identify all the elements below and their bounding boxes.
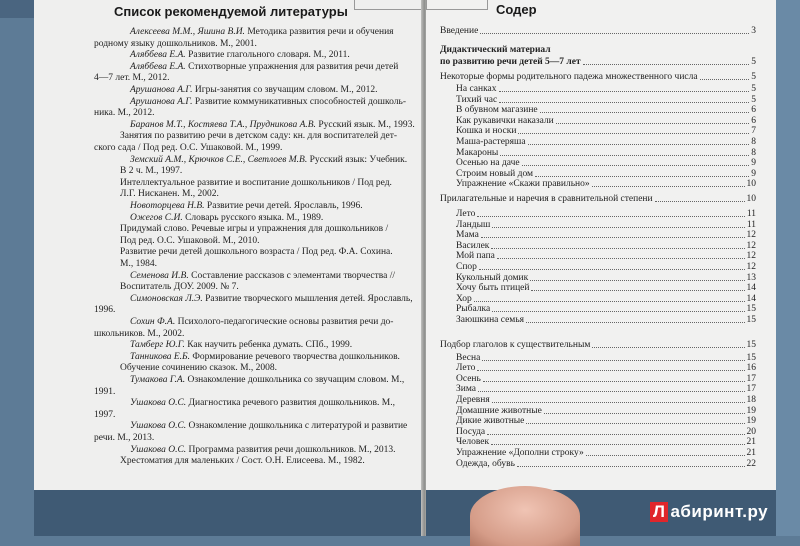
toc-leader: [540, 105, 750, 113]
reference-line: [94, 73, 414, 84]
reference-text: Интеллектуальное развитие и воспитание дошкольников / Под ред.: [120, 177, 392, 188]
reference-line: [94, 410, 414, 421]
toc-leader: [491, 437, 744, 445]
toc-leader: [700, 72, 750, 80]
toc-leader: [526, 416, 744, 424]
reference-author: Семенова И.В.: [130, 270, 189, 281]
reference-line: [130, 62, 424, 73]
toc-page-number: 7: [751, 126, 756, 137]
reference-text: Под ред. О.С. Ушаковой. М., 2010.: [120, 235, 260, 246]
reference-line: [130, 50, 424, 61]
thumb: [470, 486, 580, 546]
left-page: [34, 0, 424, 536]
toc-entry-title: Кукольный домик: [456, 272, 529, 283]
toc-entry: [456, 169, 756, 180]
reference-line: [120, 189, 424, 200]
toc-entry: [456, 179, 756, 190]
reference-line: [130, 375, 424, 386]
toc-entry-title: Хочу быть птицей: [456, 283, 530, 294]
reference-line: [120, 178, 424, 189]
toc-entry-title: Мой папа: [456, 251, 495, 262]
toc-page-number: 8: [751, 137, 756, 147]
reference-text: Игры-занятия со звучащим словом. М., 2012.: [192, 85, 378, 95]
reference-text: родному языку дошкольников. М., 2001.: [94, 38, 257, 49]
toc-entry: [440, 26, 756, 37]
reference-text: 1991.: [94, 386, 116, 397]
reference-line: [120, 247, 424, 258]
toc-page-number: 19: [746, 405, 756, 416]
toc-leader: [492, 395, 745, 403]
toc-entry: [456, 84, 756, 95]
reference-text: Русский язык: Учебник.: [307, 154, 408, 165]
toc-leader: [477, 209, 744, 217]
toc-entry: [456, 105, 756, 116]
toc-leader: [499, 84, 750, 92]
toc-leader: [487, 427, 744, 435]
reference-line: [120, 236, 424, 247]
toc-entry: [456, 230, 756, 241]
toc-page-number: 15: [746, 339, 756, 350]
toc-page-number: 8: [751, 147, 756, 158]
toc-entry: [456, 251, 756, 262]
reference-text: 1996.: [94, 305, 116, 316]
watermark: [650, 502, 768, 522]
toc-page-number: 5: [751, 94, 756, 105]
toc-page-number: 6: [751, 115, 756, 126]
toc-entry-title: Деревня: [456, 395, 490, 405]
toc-leader: [518, 126, 749, 134]
reference-author: Ушакова О.С.: [130, 421, 187, 432]
toc-leader: [535, 169, 749, 177]
reference-line: [130, 201, 424, 212]
toc-page-number: 12: [746, 240, 756, 251]
page-title: Содер: [496, 2, 537, 17]
toc-entry-title: Мама: [456, 230, 479, 241]
toc-page-number: 5: [751, 57, 756, 67]
toc-leader: [500, 148, 749, 156]
reference-line: [94, 39, 414, 50]
toc-leader: [499, 95, 749, 103]
reference-text: Как научить ребенка думать. СПб., 1999.: [184, 340, 353, 351]
toc-leader: [592, 179, 745, 187]
toc-leader: [531, 283, 744, 291]
toc-entry-title: Тихий час: [456, 94, 498, 105]
toc-entry-title: Дикие животные: [456, 416, 525, 427]
reference-author: Ожегов С.И.: [130, 212, 183, 223]
toc-page-number: 14: [746, 283, 756, 294]
reference-line: [94, 305, 414, 316]
toc-leader: [477, 363, 744, 371]
reference-text: речи. М., 2013.: [94, 433, 155, 443]
reference-line: [130, 317, 424, 328]
toc-entry: [456, 209, 756, 220]
toc-entry-title: Строим новый дом: [456, 168, 534, 179]
toc-leader: [478, 384, 744, 392]
toc-entry: [456, 384, 756, 395]
toc-entry: [456, 395, 756, 406]
page-tab: [354, 0, 424, 10]
toc-entry: [456, 437, 756, 448]
reference-text: Стихотворные упражнения для развития речи детей: [185, 61, 399, 72]
toc-page-number: 19: [746, 416, 756, 427]
toc-entry: [456, 95, 756, 106]
toc-leader: [522, 158, 750, 166]
toc-page-number: 10: [746, 179, 756, 190]
reference-text: Составление рассказов с элементами творчества //: [188, 270, 395, 281]
toc-page-number: 6: [751, 105, 756, 116]
toc-leader: [491, 241, 744, 249]
reference-text: Л.Г. Нисканен. М., 2002.: [120, 189, 219, 200]
reference-line: [130, 421, 424, 432]
reference-text: ника. М., 2012.: [94, 108, 155, 119]
toc-page-number: 10: [746, 194, 756, 204]
toc-entry-title: В обувном магазине: [456, 105, 538, 116]
toc-entry-title: Подбор глаголов к существительным: [440, 339, 591, 350]
toc-entry: [456, 353, 756, 364]
right-page: [426, 0, 776, 536]
toc-page-number: 13: [746, 272, 756, 283]
toc-page-number: 12: [746, 251, 756, 262]
reference-line: [94, 387, 414, 398]
reference-author: Арушанова А.Г.: [130, 96, 193, 107]
toc-page-number: 22: [746, 458, 756, 469]
reference-line: [130, 85, 424, 96]
reference-text: М., 1984.: [120, 259, 157, 269]
reference-text: Ознакомление дошкольника с литературой и развитие: [186, 421, 408, 432]
toc-leader: [517, 459, 745, 467]
reference-text: ского сада / Под ред. О.С. Ушаковой. М., 1999.: [94, 143, 283, 153]
watermark-text: абиринт.ру: [670, 502, 769, 521]
toc-entry: [456, 283, 756, 294]
toc-entry: [456, 116, 756, 127]
toc-entry-title: Человек: [456, 437, 490, 448]
reference-line: [130, 271, 424, 282]
reference-text: Ознакомление дошкольника со звучащим словом. М.,: [185, 375, 405, 385]
reference-line: [120, 224, 424, 235]
reference-line: [120, 363, 424, 374]
toc-page-number: 14: [746, 293, 756, 304]
toc-page-number: 15: [746, 315, 756, 325]
reference-line: [130, 155, 424, 166]
toc-leader: [655, 194, 745, 202]
toc-entry-title: Кошка и носки: [456, 126, 517, 137]
toc-leader: [528, 137, 750, 145]
reference-line: [130, 120, 424, 131]
toc-entry: [456, 158, 756, 169]
toc-leader: [526, 315, 744, 323]
toc-page-number: 11: [746, 219, 756, 230]
toc-leader: [474, 294, 745, 302]
shadow: [34, 490, 424, 536]
reference-author: Арушанова А.Г.: [130, 85, 193, 95]
toc-entry: [456, 315, 756, 326]
toc-entry-title: Как рукавички наказали: [456, 115, 554, 126]
toc-entry: [456, 416, 756, 427]
reference-text: Психолого-педагогические основы развития речи до-: [175, 317, 394, 327]
toc-entry: [456, 406, 756, 417]
toc-entry: [440, 72, 756, 83]
toc-entry: [456, 304, 756, 315]
reference-text: Воспитатель ДОУ. 2009. № 7.: [120, 282, 239, 293]
toc-entry: [456, 448, 756, 459]
reference-text: 1997.: [94, 409, 116, 420]
toc-page-number: 5: [751, 72, 756, 82]
toc-entry-title: Упражнение «Скажи правильно»: [456, 179, 590, 190]
toc-entry: [456, 137, 756, 148]
toc-entry-title: Лето: [456, 363, 476, 374]
reference-author: Аляббева Е.А.: [130, 61, 186, 72]
toc-page-number: 15: [746, 352, 756, 363]
reference-author: Земский А.М., Крючков С.Е., Светлоев М.В.: [130, 154, 308, 165]
toc-entry-title: Хор: [456, 293, 472, 304]
toc-entry-title: Одежда, обувь: [456, 458, 515, 469]
toc-leader: [481, 230, 745, 238]
toc-entry-title: Рыбалка: [456, 304, 491, 315]
toc-leader: [483, 374, 745, 382]
toc-entry: [440, 340, 756, 351]
toc-entry-title: Заюшкина семья: [456, 315, 525, 325]
reference-text: школьников. М., 2002.: [94, 328, 185, 339]
toc-leader: [586, 448, 745, 456]
reference-author: Симоновская Л.Э.: [130, 293, 203, 304]
reference-author: Тамберг Ю.Г.: [130, 340, 185, 351]
toc-entry-title: Зима: [456, 384, 477, 395]
toc-entry: [456, 459, 756, 470]
toc-entry-title: Осенью на даче: [456, 158, 520, 169]
reference-text: 4—7 лет. М., 2012.: [94, 73, 170, 84]
reference-line: [130, 27, 424, 38]
reference-text: Развитие творческого мышления детей. Ярославль,: [202, 293, 413, 304]
toc-leader: [544, 406, 745, 414]
reference-author: Алексеева М.М., Яшина В.И.: [130, 27, 245, 37]
reference-text: В 2 ч. М., 1997.: [120, 166, 183, 177]
page-title: Список рекомендуемой литературы: [114, 4, 348, 19]
reference-line: [130, 97, 424, 108]
reference-author: Баранов М.Т., Костяева Т.А., Прудникова А.В.: [130, 119, 316, 130]
section-heading: Дидактический материал: [440, 45, 551, 55]
toc-entry-title: Прилагательные и наречия в сравнительной степени: [440, 194, 653, 204]
reference-line: [94, 108, 414, 119]
reference-line: [120, 456, 424, 467]
toc-entry-title: Ландыш: [456, 219, 491, 230]
reference-line: [94, 329, 414, 340]
reference-line: [130, 340, 424, 351]
toc-leader: [592, 340, 744, 348]
reference-line: [130, 213, 424, 224]
reference-text: Программа развития речи дошкольников. М., 2013.: [186, 444, 396, 455]
toc-page-number: 18: [746, 395, 756, 405]
reference-text: Методика развития речи и обучения: [244, 27, 394, 37]
toc-leader: [556, 116, 749, 124]
section-heading: [440, 57, 756, 68]
toc-entry: [456, 363, 756, 374]
toc-page-number: 9: [751, 168, 756, 179]
toc-page-number: 15: [746, 304, 756, 315]
reference-text: Обучение сочинению сказок. М., 2008.: [120, 363, 278, 374]
toc-leader: [492, 304, 744, 312]
reference-line: [120, 131, 424, 142]
toc-entry-title: Домашние животные: [456, 405, 542, 416]
toc-entry-title: Осень: [456, 373, 481, 384]
toc-page-number: 3: [751, 26, 756, 36]
reference-line: [120, 166, 424, 177]
reference-line: [94, 143, 414, 154]
toc-entry-title: Весна: [456, 352, 481, 363]
reference-author: Ушакова О.С.: [130, 444, 187, 455]
reference-line: [130, 445, 424, 456]
reference-line: [120, 259, 424, 270]
toc-entry-title: Василек: [456, 240, 490, 251]
reference-text: Развитие коммуникативных способностей дошколь-: [192, 96, 406, 107]
reference-author: Ушакова О.С.: [130, 398, 187, 409]
reference-text: Русский язык. М., 1993.: [315, 119, 415, 130]
toc-page-number: 16: [746, 363, 756, 374]
toc-leader: [583, 57, 750, 65]
toc-page-number: 20: [746, 426, 756, 437]
reference-text: Диагностика речевого развития дошкольников. М.,: [186, 398, 395, 409]
reference-line: [120, 282, 424, 293]
reference-author: Сохин Ф.А.: [130, 317, 176, 327]
toc-page-number: 12: [746, 262, 756, 272]
toc-page-number: 12: [746, 230, 756, 241]
toc-entry-title: Макароны: [456, 147, 499, 158]
background: [776, 0, 800, 536]
toc-entry-title: Введение: [440, 26, 479, 36]
toc-page-number: 11: [746, 209, 756, 219]
toc-entry-title: Посуда: [456, 426, 486, 437]
reference-text: Придумай слово. Речевые игры и упражнения для дошкольников /: [120, 224, 389, 235]
reference-text: Занятия по развитию речи в детском саду: кн. для воспитателей дет-: [120, 131, 398, 142]
toc-entry: [456, 241, 756, 252]
toc-entry: [456, 374, 756, 385]
toc-page-number: 21: [746, 448, 756, 458]
section-heading-text: по развитию речи детей 5—7 лет: [440, 57, 581, 67]
toc-entry-title: Некоторые формы родительного падежа множественного числа: [440, 72, 698, 82]
reference-text: Формирование речевого творчества дошкольников.: [190, 351, 400, 362]
reference-text: Хрестоматия для маленьких / Сост. О.Н. Елисеева. М., 1982.: [120, 456, 365, 467]
toc-leader: [530, 273, 744, 281]
reference-text: Развитие речи детей. Ярославль, 1996.: [204, 201, 363, 211]
toc-entry-title: Лето: [456, 209, 476, 219]
toc-leader: [482, 353, 744, 361]
reference-line: [94, 433, 414, 444]
toc-entry: [456, 427, 756, 438]
reference-text: Развитие глагольного словаря. М., 2011.: [185, 50, 350, 61]
watermark-logo: Л: [650, 502, 668, 522]
toc-entry-title: Спор: [456, 262, 477, 272]
toc-page-number: 17: [746, 384, 756, 395]
toc-page-number: 9: [751, 158, 756, 169]
toc-entry: [456, 273, 756, 284]
reference-author: Тумакова Г.А.: [130, 375, 186, 385]
toc-leader: [479, 262, 745, 270]
toc-entry: [456, 262, 756, 273]
reference-author: Танникова Е.Б.: [130, 351, 191, 362]
reference-author: Аляббева Е.А.: [130, 50, 186, 61]
reference-text: Словарь русского языка. М., 1989.: [182, 212, 324, 223]
toc-leader: [480, 26, 749, 34]
page-tab: [426, 0, 488, 10]
toc-page-number: 17: [746, 373, 756, 384]
toc-entry-title: На санках: [456, 84, 497, 94]
toc-page-number: 21: [746, 437, 756, 448]
toc-entry-title: Упражнение «Дополни строку»: [456, 448, 584, 458]
reference-author: Новоторцева Н.В.: [130, 201, 205, 211]
toc-entry: [440, 194, 756, 205]
toc-entry: [456, 148, 756, 159]
toc-entry: [456, 126, 756, 137]
toc-entry: [456, 294, 756, 305]
toc-entry: [456, 220, 756, 231]
reference-line: [130, 398, 424, 409]
toc-leader: [497, 251, 745, 259]
toc-entry-title: Маша-растеряша: [456, 137, 526, 147]
reference-line: [130, 294, 424, 305]
toc-leader: [492, 220, 745, 228]
reference-text: Развитие речи детей дошкольного возраста / Под ред. Ф.А. Сохина.: [120, 247, 393, 258]
reference-line: [130, 352, 424, 363]
toc-page-number: 5: [751, 84, 756, 94]
